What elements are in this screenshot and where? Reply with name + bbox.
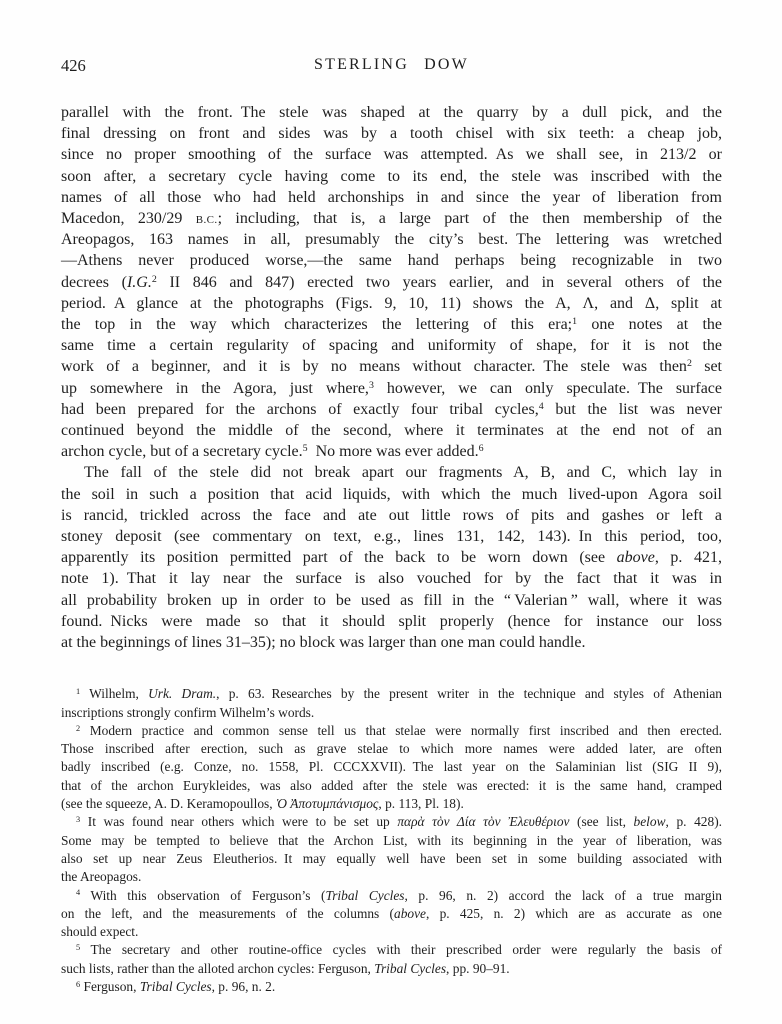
text-line: period. A glance at the photographs (Figs. 9, 10, 11) shows the A, Λ, and Δ, split at [61, 294, 722, 312]
page-number: 426 [61, 56, 86, 75]
footnote-3 [61, 813, 722, 886]
text-line: the top in the way which characterizes the lettering of this era;$^1$ one notes at the [61, 316, 722, 334]
text-line: on the left, and the measurements of the columns (above, p. 425, n. 2) which are as accurate as one [61, 905, 722, 921]
text-line: $^4$ With this observation of Ferguson’s (Tribal Cycles, p. 96, n. 2) accord the lack of a true margin [76, 887, 722, 903]
footnotes-section [61, 685, 722, 996]
text-line: Areopagos, 163 names in all, presumably the city’s best. The lettering was wretched [61, 231, 722, 249]
text-line: work of a beginner, and it is by no means without character. The stele was then$^2$ set [61, 358, 722, 376]
text-line: soon after, a secretary cycle having come to its end, the stele was inscribed with the [61, 167, 722, 185]
footnote-5 [61, 941, 722, 978]
text-line: The fall of the stele did not break apart our fragments A, B, and C, which lay in [84, 464, 722, 482]
text-line: is rancid, trickled across the face and ate out little rows of pits and gashes or left a [61, 506, 722, 524]
text-line: Those inscribed after erection, such as grave stelae to which more names were added later, are often [61, 741, 722, 757]
text-line: parallel with the front. The stele was shaped at the quarry by a dull pick, and the [61, 104, 722, 121]
text-line: had been prepared for the archons of exactly four tribal cycles,$^4$ but the list was never [61, 400, 722, 418]
text-line: Macedon, 230/29 B.C.; including, that is, a large part of the then membership of the [61, 210, 722, 228]
text-line: names of all those who had held archonships in and since the year of liberation from [61, 188, 722, 206]
main-text [61, 102, 722, 653]
text-line: all probability broken up in order to be used as fill in the “ Valerian ” wall, where it was [61, 591, 722, 609]
paragraph-1 [61, 102, 722, 462]
text-line: the soil in such a position that acid liquids, with which the much lived-upon Agora soil [61, 485, 722, 503]
text-line: note 1). That it lay near the surface is also vouched for by the fact that it was in [61, 570, 722, 588]
text-line: $^5$ The secretary and other routine-office cycles with their prescribed order were regularly the basis of [76, 942, 722, 958]
text-line: badly inscribed (e.g. Conze, no. 1558, Pl. CCCXXVII). The last year on the Salaminian list (SIG II 9), [61, 759, 722, 775]
text-line: apparently its position permitted part of the back to be worn down (see above, p. 421, [61, 549, 723, 567]
text-line: should expect. [61, 924, 139, 940]
text-line: found. Nicks were made so that it should split properly (hence for instance our loss [61, 612, 722, 630]
footnote-6 [61, 978, 722, 996]
text-line: up somewhere in the Agora, just where,$^3$ however, we can only speculate. The surface [61, 379, 723, 397]
text-line: at the beginnings of lines 31–35); no block was larger than one man could handle. [61, 634, 586, 652]
footnote-1 [61, 685, 722, 722]
text-line: $^1$ Wilhelm, Urk. Dram., p. 63. Researches by the present writer in the technique and styles of Athenian [76, 686, 723, 702]
text-line: archon cycle, but of a secretary cycle.$^5$ No more was ever added.$^6$ [61, 443, 484, 461]
text-line: since no proper smoothing of the surface was attempted. As we shall see, in 213/2 or [61, 146, 722, 164]
text-line: stoney deposit (see commentary on text, e.g., lines 131, 142, 143). In this period, too, [61, 528, 722, 546]
text-line: such lists, rather than the alloted archon cycles: Ferguson, Tribal Cycles, pp. 90–91. [61, 960, 510, 976]
text-line: the Areopagos. [61, 869, 142, 885]
text-line: same time a certain regularity of spacing and uniformity of shape, for it is not the [61, 337, 722, 355]
footnote-2 [61, 722, 722, 813]
text-line: $^2$ Modern practice and common sense tell us that stelae were normally first inscribed and then erected. [76, 722, 722, 738]
text-line: final dressing on front and sides was by a tooth chisel with six teeth: a cheap job, [61, 125, 722, 143]
text-line: continued beyond the middle of the second, where it terminates at the end not of an [61, 422, 722, 440]
text-line: inscriptions strongly confirm Wilhelm’s words. [61, 704, 315, 720]
text-line: decrees (I.G.$^2$ II 846 and 847) erected two years earlier, and in several others of the [61, 273, 723, 291]
paragraph-2 [61, 462, 722, 653]
text-line: —Athens never produced worse,—the same hand perhaps being recognizable in two [61, 252, 722, 270]
text-line: (see the squeeze, A. D. Keramopoullos, Ὁ Ἀποτυμπάνισμος, p. 113, Pl. 18). [61, 796, 464, 812]
text-line: $^3$ It was found near others which were to be set up παρὰ τὸν Δία τὸν Ἐλευθέριον (see list, below, p. 428). [76, 814, 722, 830]
text-line: $^6$ Ferguson, Tribal Cycles, p. 96, n. 2. [76, 979, 276, 995]
text-line: also set up near Zeus Eleutherios. It may equally well have been set in some building associated with [61, 850, 722, 866]
running-title: STERLING DOW [314, 56, 469, 73]
text-line: Some may be tempted to believe that the Archon List, with its beginning in the year of liberation, was [61, 832, 722, 848]
text-line: that of the archon Eurykleides, was also added after the stele was erected: it is the same hand, cramped [61, 777, 722, 793]
page-header [61, 56, 722, 76]
footnote-4 [61, 887, 722, 942]
